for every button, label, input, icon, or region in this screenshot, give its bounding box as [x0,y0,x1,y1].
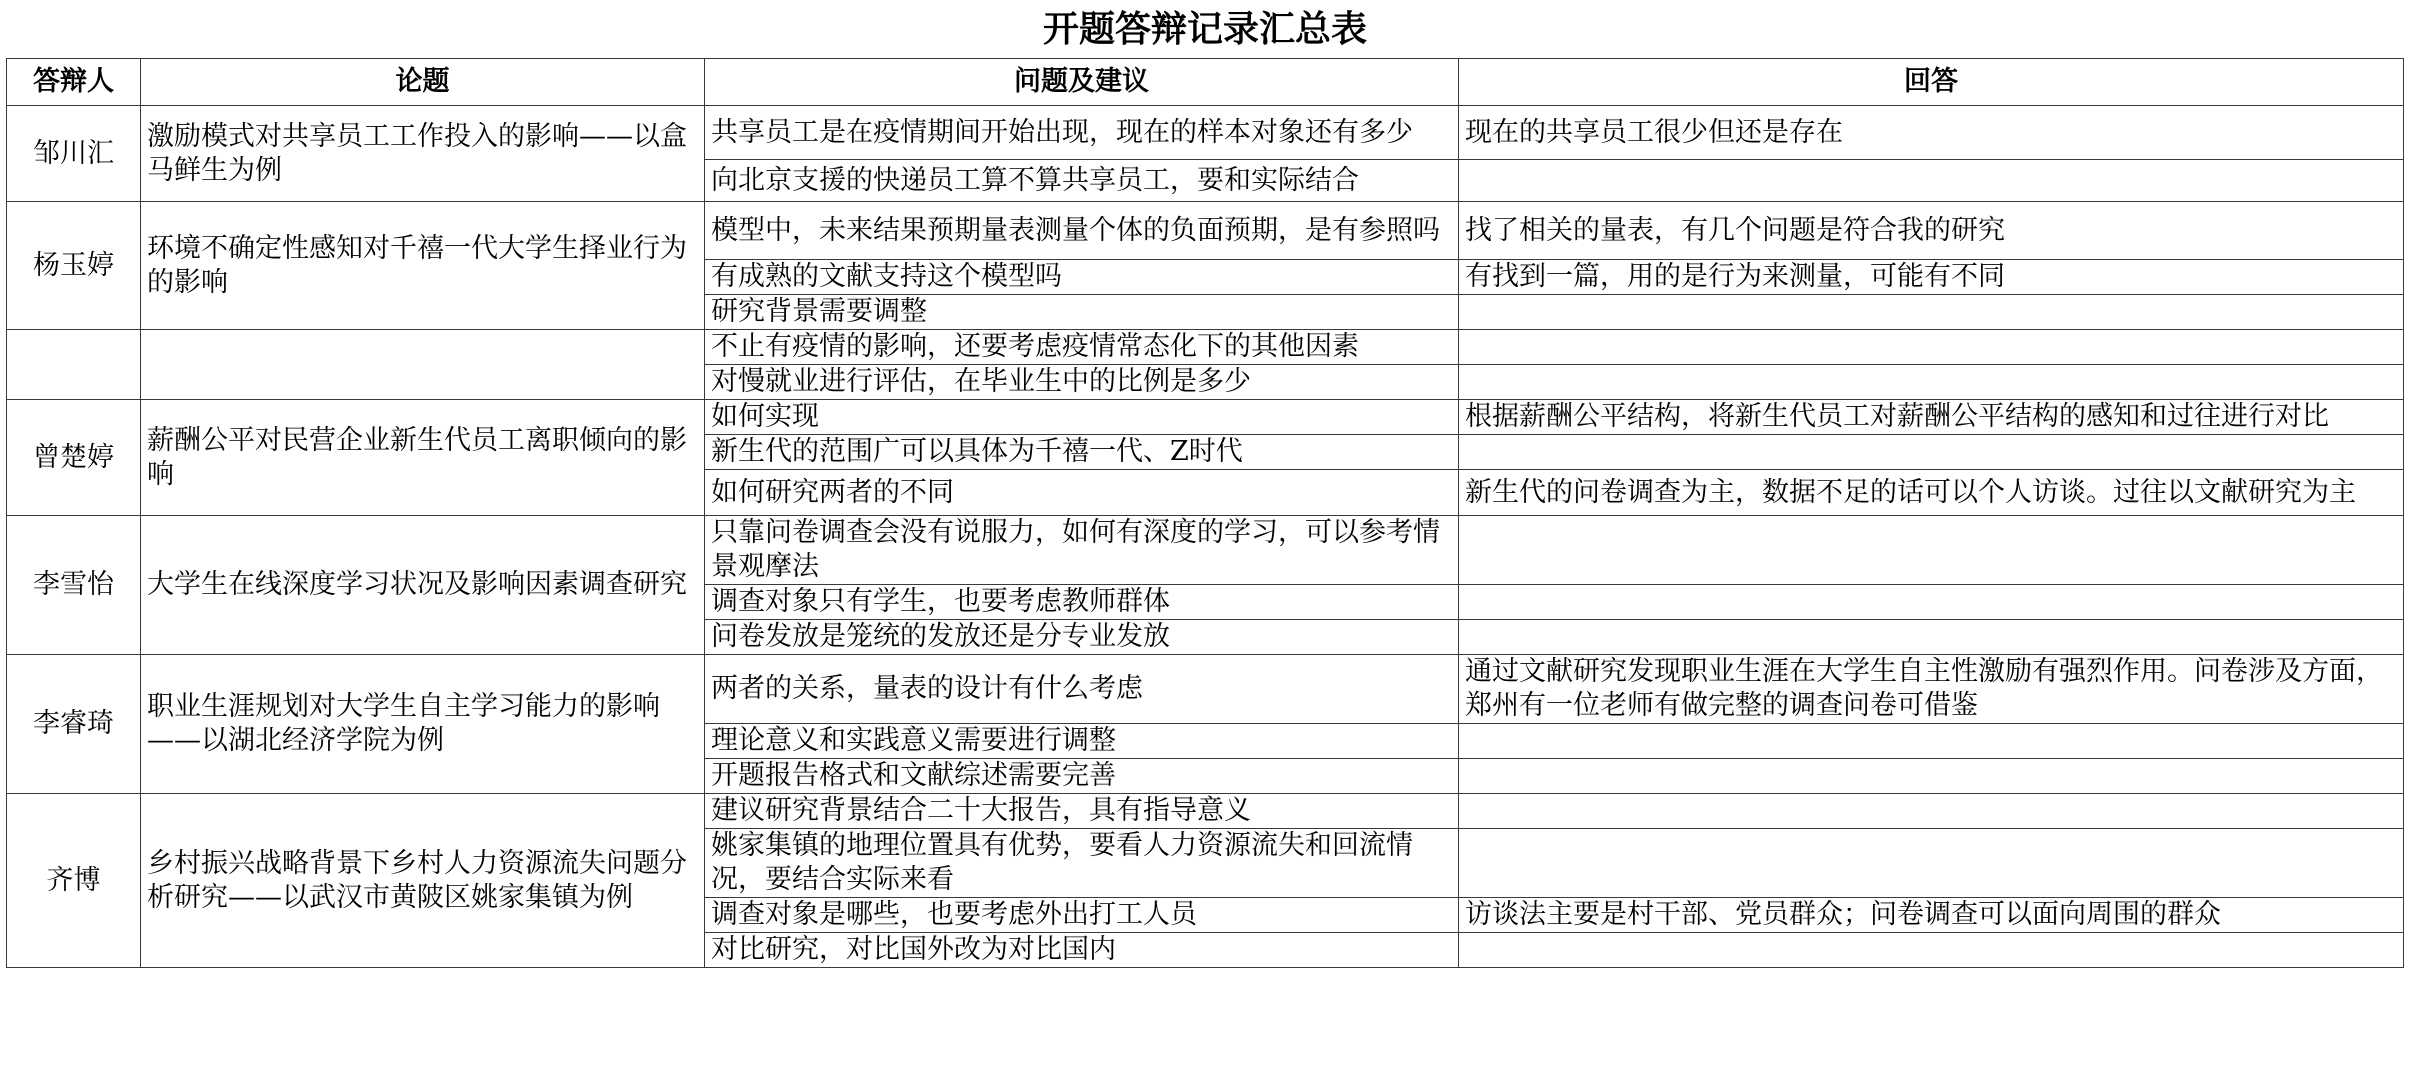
question-cell: 姚家集镇的地理位置具有优势，要看人力资源流失和回流情况，要结合实际来看 [705,829,1459,898]
table-row [7,400,2404,435]
answer-cell: 有找到一篇，用的是行为来测量，可能有不同 [1459,260,2404,295]
answer-cell [1459,829,2404,898]
respondent-cell: 齐博 [7,794,141,968]
question-cell: 模型中，未来结果预期量表测量个体的负面预期，是有参照吗 [705,202,1459,260]
respondent-cell: 邹川汇 [7,106,141,202]
answer-cell [1459,759,2404,794]
topic-cell: 大学生在线深度学习状况及影响因素调查研究 [141,516,705,655]
topic-cell [141,330,705,400]
answer-cell [1459,365,2404,400]
header-answers: 回答 [1459,59,2404,106]
question-cell: 调查对象只有学生，也要考虑教师群体 [705,585,1459,620]
respondent-cell: 曾楚婷 [7,400,141,516]
title-row [7,0,2404,59]
question-cell: 有成熟的文献支持这个模型吗 [705,260,1459,295]
table-row [7,330,2404,365]
respondent-cell: 杨玉婷 [7,202,141,330]
header-respondent: 答辩人 [7,59,141,106]
answer-cell [1459,794,2404,829]
respondent-cell: 李睿琦 [7,655,141,794]
answer-cell: 通过文献研究发现职业生涯在大学生自主性激励有强烈作用。问卷涉及方面，郑州有一位老师有做完整的调查问卷可借鉴 [1459,655,2404,724]
question-cell: 理论意义和实践意义需要进行调整 [705,724,1459,759]
answer-cell [1459,295,2404,330]
answer-cell [1459,160,2404,202]
answer-cell [1459,933,2404,968]
question-cell: 如何实现 [705,400,1459,435]
answer-cell: 现在的共享员工很少但还是存在 [1459,106,2404,160]
topic-cell: 环境不确定性感知对千禧一代大学生择业行为的影响 [141,202,705,330]
question-cell: 向北京支援的快递员工算不算共享员工，要和实际结合 [705,160,1459,202]
answer-cell [1459,620,2404,655]
header-row [7,59,2404,106]
answer-cell: 根据薪酬公平结构，将新生代员工对薪酬公平结构的感知和过往进行对比 [1459,400,2404,435]
respondent-cell: 李雪怡 [7,516,141,655]
topic-cell: 激励模式对共享员工工作投入的影响——以盒马鲜生为例 [141,106,705,202]
question-cell: 只靠问卷调查会没有说服力，如何有深度的学习，可以参考情景观摩法 [705,516,1459,585]
question-cell: 问卷发放是笼统的发放还是分专业发放 [705,620,1459,655]
topic-cell: 乡村振兴战略背景下乡村人力资源流失问题分析研究——以武汉市黄陂区姚家集镇为例 [141,794,705,968]
table-row [7,202,2404,260]
question-cell: 不止有疫情的影响，还要考虑疫情常态化下的其他因素 [705,330,1459,365]
table-row [7,655,2404,724]
question-cell: 对慢就业进行评估，在毕业生中的比例是多少 [705,365,1459,400]
answer-cell [1459,435,2404,470]
table-row [7,516,2404,585]
answer-cell [1459,516,2404,585]
question-cell: 如何研究两者的不同 [705,470,1459,516]
question-cell: 调查对象是哪些，也要考虑外出打工人员 [705,898,1459,933]
topic-cell: 职业生涯规划对大学生自主学习能力的影响——以湖北经济学院为例 [141,655,705,794]
question-cell: 两者的关系，量表的设计有什么考虑 [705,655,1459,724]
header-questions: 问题及建议 [705,59,1459,106]
respondent-cell [7,330,141,400]
question-cell: 开题报告格式和文献综述需要完善 [705,759,1459,794]
question-cell: 共享员工是在疫情期间开始出现，现在的样本对象还有多少 [705,106,1459,160]
question-cell: 研究背景需要调整 [705,295,1459,330]
answer-cell [1459,585,2404,620]
topic-cell: 薪酬公平对民营企业新生代员工离职倾向的影响 [141,400,705,516]
table-row [7,794,2404,829]
answer-cell: 新生代的问卷调查为主，数据不足的话可以个人访谈。过往以文献研究为主 [1459,470,2404,516]
sheet-title: 开题答辩记录汇总表 [7,0,2404,59]
answer-cell [1459,724,2404,759]
question-cell: 新生代的范围广可以具体为千禧一代、Z时代 [705,435,1459,470]
header-topic: 论题 [141,59,705,106]
question-cell: 建议研究背景结合二十大报告，具有指导意义 [705,794,1459,829]
summary-table [6,0,2404,968]
answer-cell: 访谈法主要是村干部、党员群众；问卷调查可以面向周围的群众 [1459,898,2404,933]
question-cell: 对比研究，对比国外改为对比国内 [705,933,1459,968]
answer-cell: 找了相关的量表，有几个问题是符合我的研究 [1459,202,2404,260]
answer-cell [1459,330,2404,365]
table-row [7,106,2404,160]
